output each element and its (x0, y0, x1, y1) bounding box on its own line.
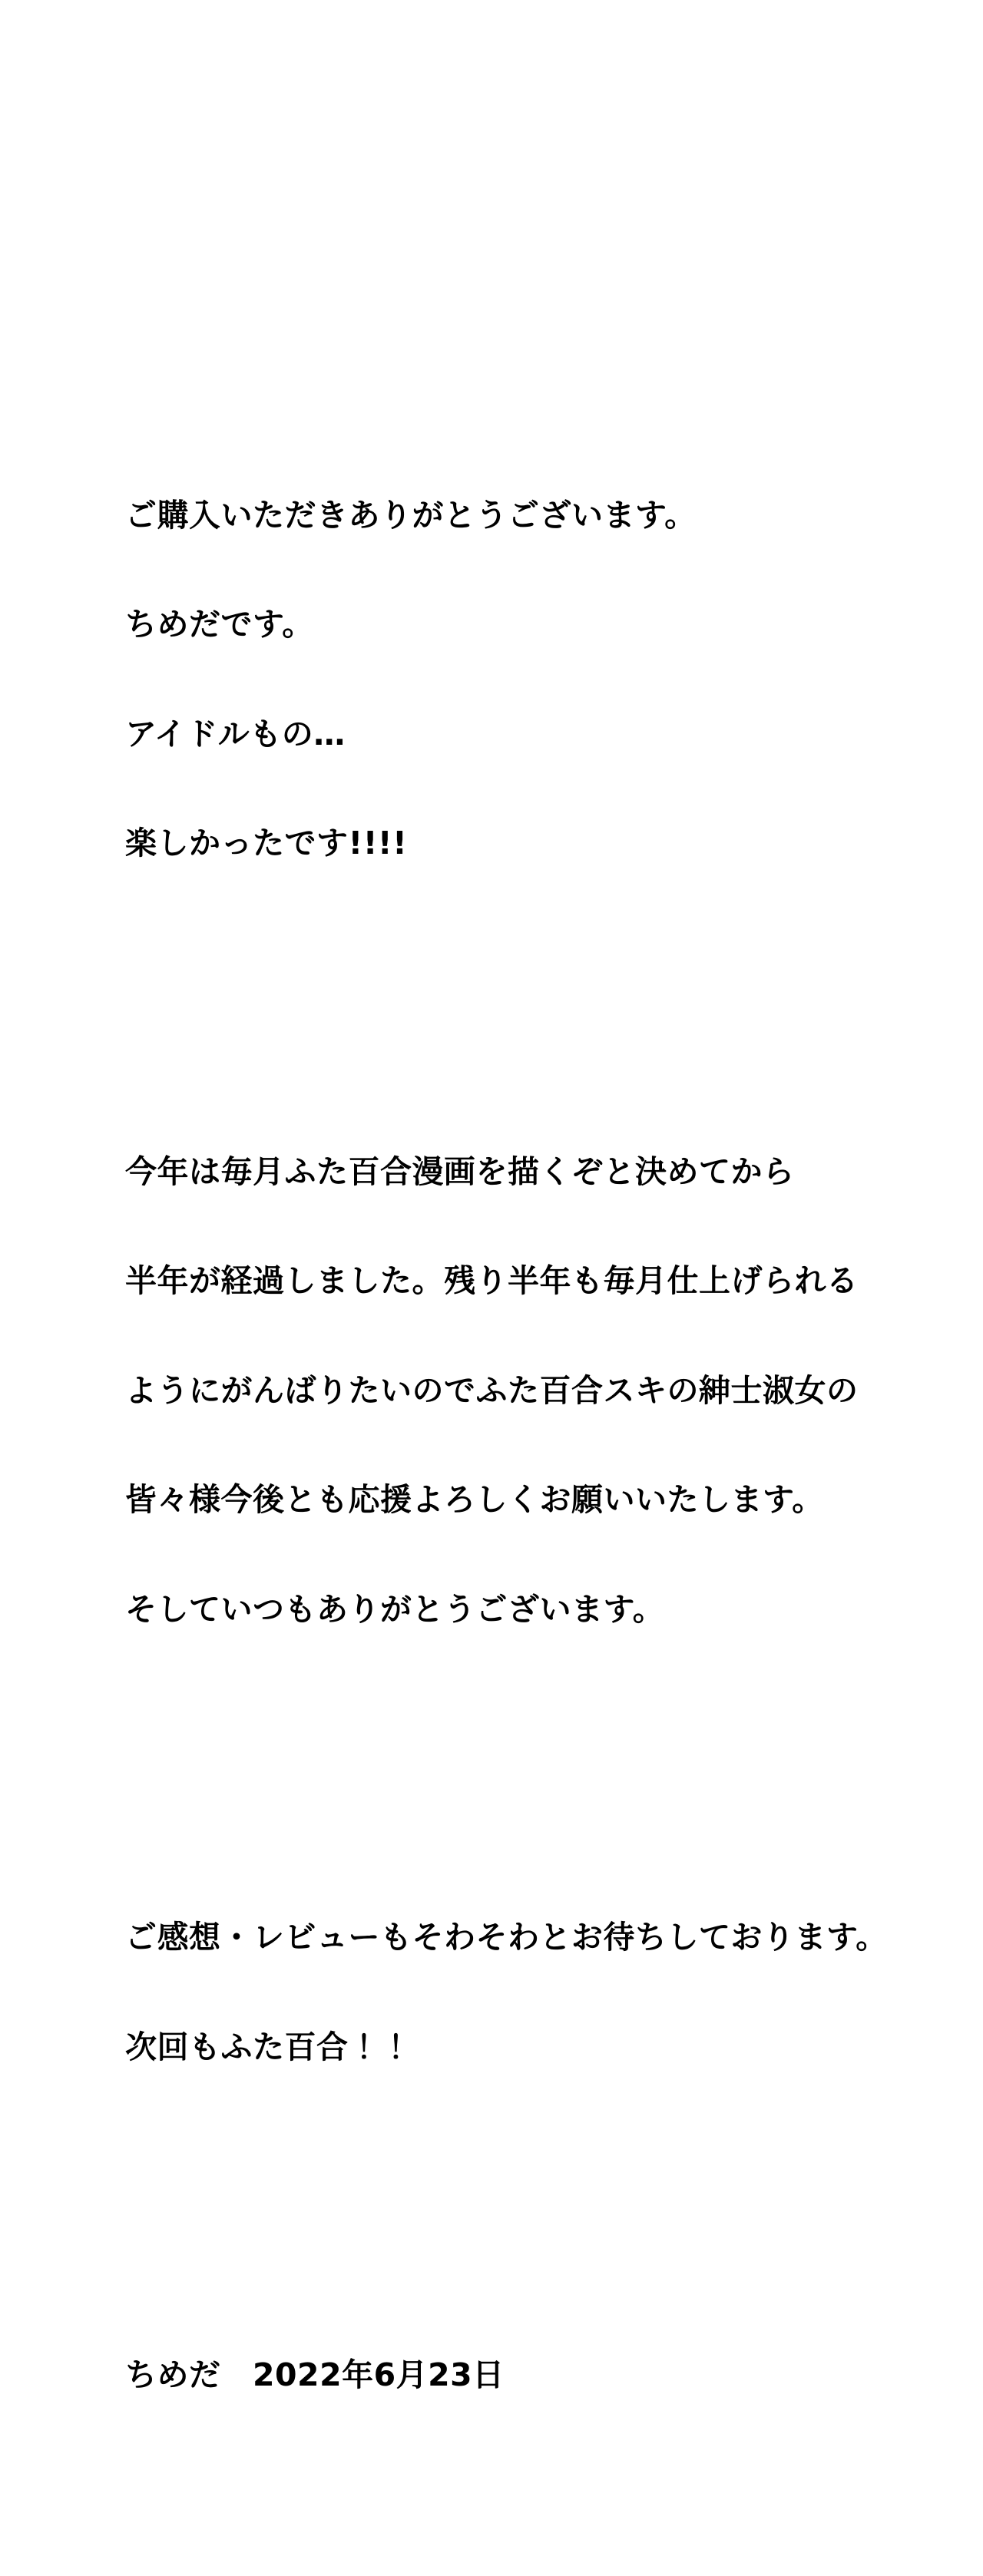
afterword-line: 今年は毎月ふた百合漫画を描くぞと決めてから (125, 1152, 795, 1190)
afterword-line: ご購入いただきありがとうございます。 (125, 496, 697, 534)
afterword-line: 楽しかったです!!!! (125, 825, 408, 861)
afterword-line: 半年が経過しました。残り半年も毎月仕上げられる (125, 1262, 859, 1299)
afterword-line: 次回もふた百合！！ (125, 2028, 412, 2065)
afterword-line: アイドルもの… (125, 715, 346, 752)
afterword-paragraph-closing (125, 1847, 888, 2138)
afterword-line: ご感想・レビューもそわそわとお待ちしております。 (125, 1919, 888, 1956)
afterword-line: 皆々様今後とも応援よろしくお願いいたします。 (125, 1481, 824, 1518)
afterword-paragraph-greeting (125, 425, 885, 935)
signature-date-line: ちめだ 2022年6月23日 (125, 2356, 505, 2393)
afterword-text-block (125, 315, 888, 2576)
afterword-line: ようにがんばりたいのでふた百合スキの紳士淑女の (125, 1371, 859, 1409)
afterword-line: そしていつもありがとうございます。 (125, 1590, 665, 1628)
afterword-paragraph-main (125, 1081, 885, 1701)
afterword-signature (125, 2284, 885, 2467)
afterword-line: ちめだです。 (125, 606, 314, 643)
